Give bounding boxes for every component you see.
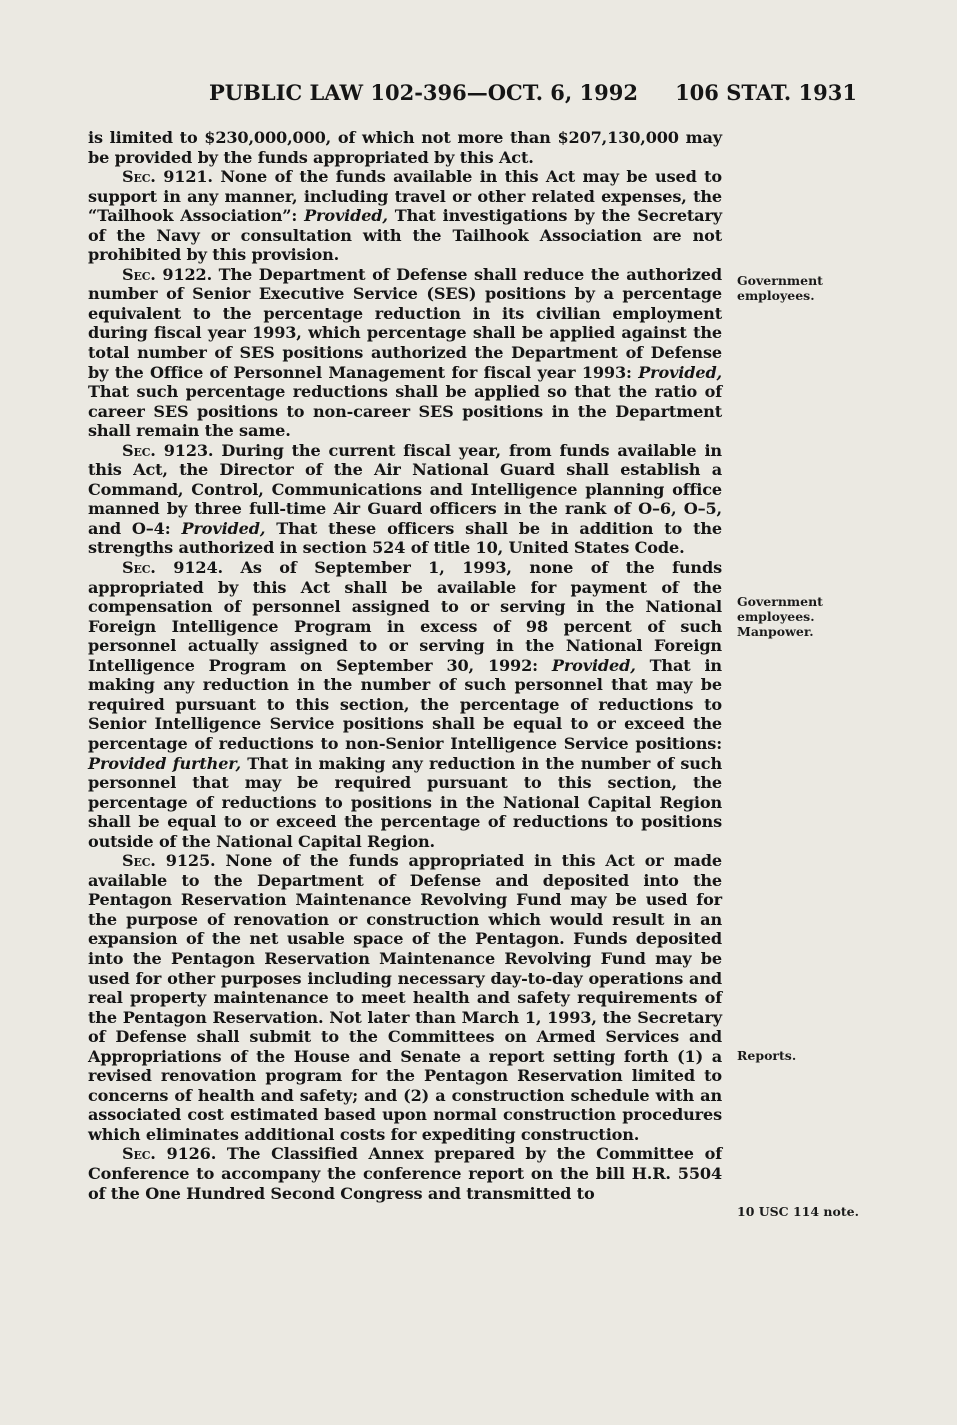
section-text: That such percentage reductions shall be applied so that the ratio of career SES positions to non-career SES positions in the Department shall remain the same. (88, 382, 722, 441)
section-text: That in making any reduction in the number of such personnel that may be required pursuant to this section, the percentage of reductions to positions in the National Capital Region shall be equal to or exceed the percentage of reductions to positions outside of the National Capital Region. (88, 753, 723, 851)
proviso-italic: Provided, (638, 362, 722, 382)
margin-note-reports (737, 1048, 867, 1063)
section-9123 (88, 441, 722, 558)
margin-note-line: Manpower. (737, 624, 814, 639)
margin-note-line: Government (737, 594, 823, 609)
section-text: The Department of Defense shall reduce the authorized number of Senior Executive Service (SES) positions by a percentage equivalent to the percentage reduction in its civilian employment during fiscal year 1993, which percentage shall be applied against the total number of SES positions authorized the Department of Defense by the Office of Personnel Management for fiscal year 1993: (88, 264, 722, 382)
law-body-text (88, 128, 722, 1203)
page-header (209, 80, 857, 114)
section-text: During the current fiscal year, from funds available in this Act, the Director of the Air National Guard shall establish a Command, Control, Communications and Intelligence planning office manned by three full-time Air Guard officers in the rank of O–6, O–5, and O–4: (88, 440, 722, 538)
paragraph-text: is limited to $230,000,000, of which not more than $207,130,000 may be provided by the funds appropriated by this Act. (88, 128, 722, 167)
margin-note-line: employees. (737, 609, 815, 624)
section-text: That investigations by the Secretary of the Navy or consultation with the Tailhook Association are not prohibited by this provision. (88, 206, 722, 265)
section-label: Sec. (122, 167, 156, 187)
margin-note-line: employees. (737, 288, 815, 303)
margin-note-government-employees (737, 273, 867, 303)
section-number: 9123. (155, 440, 214, 460)
section-text: That in making any reduction in the number of such personnel that may be required pursuant to this section, the percentage of reductions to Senior Intelligence Service positions shall be equal to or exceed the percentage of reductions to non-Senior Intelligence Service positions: (88, 655, 722, 753)
section-9125 (88, 851, 722, 1144)
section-text: The Classified Annex prepared by the Committee of Conference to accompany the conference report on the bill H.R. 5504 of the One Hundred Second Congress and transmitted to (88, 1144, 722, 1203)
section-number: 9122. (155, 264, 213, 284)
proviso-italic: Provided, (304, 206, 388, 226)
section-number: 9126. (155, 1144, 217, 1164)
section-text: That these officers shall be in addition to the strengths authorized in section 524 of title 10, United States Code. (88, 518, 722, 558)
section-label: Sec. (122, 558, 156, 578)
margin-note-usc-citation (737, 1204, 867, 1219)
section-label: Sec. (122, 440, 156, 460)
section-text: None of the funds appropriated in this Act or made available to the Department of Defense and deposited into the Pentagon Reservation Maintenance Revolving Fund may be used for the purpose of renovation or construction which would result in an expansion of the net usable space of the Pentagon. Funds deposited into the Pentagon Reservation Maintenance Revolving Fund may be used for other purposes including necessary day-to-day operations and real property maintenance to meet health and safety requirements of the Pentagon Reservation. Not later than March 1, 1993, the Secretary of Defense shall submit to the Committees on Armed Services and Appropriations of the House and Senate a report setting forth (1) a revised renovation program for the Pentagon Reservation limited to concerns of health and safety; and (2) a construction schedule with an associated cost estimated based upon normal construction procedures which eliminates additional costs for expediting construction. (88, 851, 722, 1144)
section-9121 (88, 167, 722, 265)
margin-note-government-employees-manpower (737, 594, 867, 639)
continuation-paragraph (88, 128, 722, 167)
section-9126 (88, 1144, 722, 1203)
section-number: 9121. (155, 167, 213, 187)
section-label: Sec. (122, 1144, 156, 1164)
margin-note-line: Reports. (737, 1048, 797, 1063)
section-9122 (88, 265, 722, 441)
running-head: PUBLIC LAW 102-396—OCT. 6, 1992 (209, 80, 638, 105)
section-text: As of September 1, 1993, none of the funds appropriated by this Act shall be available for payment of the compensation of personnel assigned to or serving in the National Foreign Intelligence Program in excess of 98 percent of such personnel actually assigned to or serving in the National Foreign Intelligence Program on September 30, 1992: (88, 558, 722, 675)
section-number: 9125. (155, 851, 216, 871)
section-label: Sec. (122, 264, 156, 284)
proviso-italic: Provided, (551, 655, 636, 675)
section-number: 9124. (155, 558, 223, 578)
proviso-further-italic: Provided further, (88, 753, 241, 773)
proviso-italic: Provided, (181, 518, 266, 538)
margin-note-line: Government (737, 273, 823, 288)
page-number: 106 STAT. 1931 (675, 80, 857, 105)
section-text: None of the funds available in this Act may be used to support in any manner, including travel or other related expenses, the “Tailhook Association”: (88, 167, 722, 226)
margin-note-line: 10 USC 114 note. (737, 1204, 859, 1219)
section-label: Sec. (122, 851, 156, 871)
section-9124 (88, 558, 722, 851)
